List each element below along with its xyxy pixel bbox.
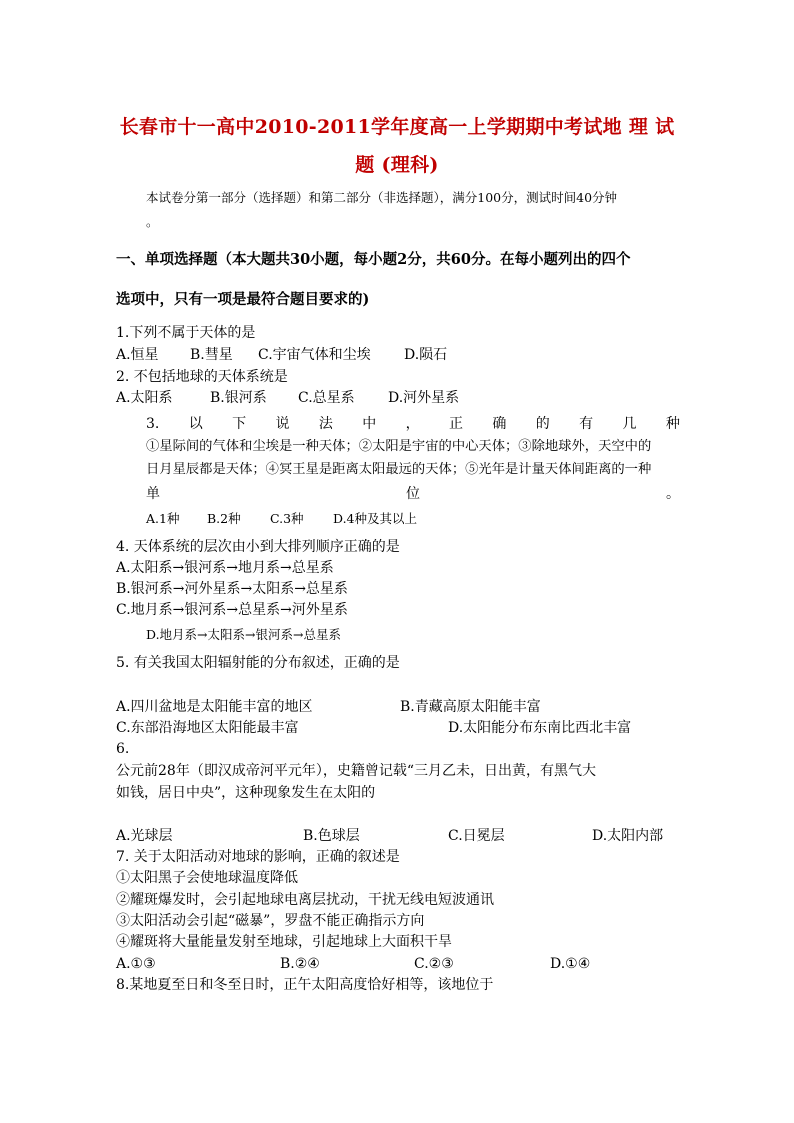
question-3-option-a: A.1种 <box>146 511 180 526</box>
question-6-number: 6. <box>116 741 130 757</box>
question-7-statement-2: ②耀斑爆发时，会引起地球电离层扰动，干扰无线电短波通讯 <box>116 892 494 908</box>
question-3-stem-char: ， <box>405 416 420 432</box>
question-5-option-c: C.东部沿海地区太阳能最丰富 <box>116 720 299 736</box>
question-6-option-d: D.太阳内部 <box>592 828 664 844</box>
question-3-stem-char: 种 <box>665 416 680 432</box>
intro-text: 本试卷分第一部分（选择题）和第二部分（非选择题），满分100分，测试时间40分钟 <box>146 190 618 205</box>
question-3-stem-char: 说 <box>275 416 290 432</box>
section-heading-line-1: 一、单项选择题（本大题共30小题，每小题2分，共60分。在每小题列出的四个 <box>116 251 631 268</box>
question-5-option-d: D.太阳能分布东南比西北丰富 <box>448 720 632 736</box>
question-3-option-b: B.2种 <box>207 511 241 526</box>
question-3-stem-char: 正 <box>448 416 463 432</box>
question-4-stem: 4. 天体系统的层次由小到大排列顺序正确的是 <box>116 539 400 555</box>
question-7-statement-3: ③太阳活动会引起“磁暴”，罗盘不能正确指示方向 <box>116 913 425 929</box>
question-8-stem: 8.某地夏至日和冬至日时，正午太阳高度恰好相等，该地位于 <box>116 977 494 993</box>
question-3-unit-char: 单 <box>146 486 160 502</box>
question-2-option-c: C.总星系 <box>298 390 355 406</box>
question-3-stem-char: 有 <box>579 416 594 432</box>
question-3-unit-char: 。 <box>666 486 680 502</box>
exam-title-line-1: 长春市十一高中2010-2011学年度高一上学期期中考试地 理 试 <box>119 116 675 138</box>
question-7-option-b: B.②④ <box>280 956 320 972</box>
question-7-stem: 7. 关于太阳活动对地球的影响，正确的叙述是 <box>116 849 400 865</box>
question-5-option-b: B.青藏高原太阳能丰富 <box>400 699 541 715</box>
question-3-stem-char: 中 <box>362 416 377 432</box>
question-7-option-d: D.①④ <box>550 956 591 972</box>
question-6-stem-line-2: 如钱，居日中央”，这种现象发生在太阳的 <box>116 785 376 801</box>
question-3-stem <box>146 414 680 434</box>
question-3-stem-char: 几 <box>622 416 637 432</box>
question-1-option-a: A.恒星 <box>116 347 159 363</box>
question-3-statements-line-3 <box>146 484 680 504</box>
question-3-stem-char: 的 <box>535 416 550 432</box>
question-3-option-d: D.4种及其以上 <box>333 511 418 526</box>
question-3-stem-char: 法 <box>318 416 333 432</box>
question-7-option-c: C.②③ <box>414 956 454 972</box>
question-3-stem-char: 3. <box>146 416 160 432</box>
question-3-stem-char: 确 <box>492 416 507 432</box>
question-2-option-a: A.太阳系 <box>116 390 173 406</box>
question-7-statement-4: ④耀斑将大量能量发射至地球，引起地球上大面积干旱 <box>116 934 452 950</box>
question-1-stem: 1.下列不属于天体的是 <box>116 325 256 341</box>
question-7-option-a: A.①③ <box>116 956 156 972</box>
question-2-option-b: B.银河系 <box>210 390 267 406</box>
exam-title-line-2: 题 (理科) <box>355 154 439 176</box>
question-7-statement-1: ①太阳黑子会使地球温度降低 <box>116 870 298 886</box>
question-3-option-c: C.3种 <box>270 511 304 526</box>
question-4-option-d: D.地月系→太阳系→银河系→总星系 <box>146 627 341 642</box>
question-6-option-b: B.色球层 <box>303 828 360 844</box>
question-4-option-c: C.地月系→银河系→总星系→河外星系 <box>116 602 348 618</box>
question-1-option-d: D.陨石 <box>404 347 448 363</box>
intro-text-continued: 。 <box>146 214 159 229</box>
question-3-unit-char: 位 <box>406 486 420 502</box>
question-1-option-c: C.宇宙气体和尘埃 <box>258 347 371 363</box>
question-3-stem-char: 以 <box>188 416 203 432</box>
question-3-stem-char: 下 <box>232 416 247 432</box>
question-6-option-a: A.光球层 <box>116 828 173 844</box>
question-6-option-c: C.日冕层 <box>448 828 505 844</box>
question-5-stem: 5. 有关我国太阳辐射能的分布叙述，正确的是 <box>116 655 400 671</box>
question-2-stem: 2. 不包括地球的天体系统是 <box>116 369 288 385</box>
question-3-statements-line-2: 日月星辰都是天体；④冥王星是距离太阳最远的天体；⑤光年是计量天体间距离的一种 <box>146 462 652 477</box>
question-5-option-a: A.四川盆地是太阳能丰富的地区 <box>116 699 313 715</box>
question-4-option-a: A.太阳系→银河系→地月系→总星系 <box>116 560 334 576</box>
question-6-stem-line-1: 公元前28年（即汉成帝河平元年），史籍曾记载“三月乙未，日出黄，有黑气大 <box>116 763 596 779</box>
question-4-option-b: B.银河系→河外星系→太阳系→总星系 <box>116 581 348 597</box>
question-3-statements-line-1: ①星际间的气体和尘埃是一种天体；②太阳是宇宙的中心天体；③除地球外，天空中的 <box>146 439 652 454</box>
section-heading-line-2: 选项中，只有一项是最符合题目要求的) <box>116 291 370 308</box>
question-1-option-b: B.彗星 <box>190 347 233 363</box>
question-2-option-d: D.河外星系 <box>388 390 460 406</box>
